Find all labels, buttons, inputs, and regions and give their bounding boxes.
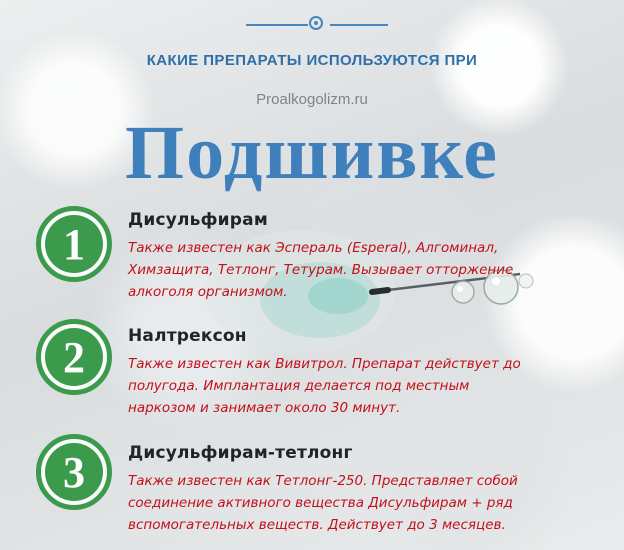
- number-badge: [36, 319, 112, 395]
- drug-name: Дисульфирам: [128, 210, 268, 230]
- description-line: соединение активного вещества Дисульфирам + ряд: [128, 495, 513, 511]
- ornament-line-right: [330, 24, 388, 26]
- description-line: наркозом и занимает около 30 минут.: [128, 400, 401, 416]
- number-badge: [36, 206, 112, 282]
- drug-name: Налтрексон: [128, 326, 247, 346]
- drug-description: [128, 237, 588, 303]
- drug-description: [128, 353, 588, 419]
- site-watermark: Proalkogolizm.ru: [256, 91, 368, 108]
- page-title: Подшивке: [125, 111, 499, 195]
- description-line: Также известен как Тетлонг-250. Представляет собой: [128, 473, 518, 489]
- number-badge: [36, 434, 112, 510]
- header-subtitle: КАКИЕ ПРЕПАРАТЫ ИСПОЛЬЗУЮТСЯ ПРИ: [146, 52, 478, 69]
- description-line: Химзащита, Тетлонг, Тетурам. Вызывает отторжение: [128, 262, 514, 278]
- badge-number: 2: [63, 333, 85, 382]
- ornament-line-left: [246, 24, 308, 26]
- description-line: Также известен как Вивитрол. Препарат действует до: [128, 356, 521, 372]
- description-line: Также известен как Эспераль (Esperal), Алгоминал,: [128, 240, 499, 256]
- description-line: алкоголя организмом.: [128, 284, 288, 300]
- ornament-circle-icon: [309, 16, 323, 30]
- badge-number: 1: [63, 220, 85, 269]
- description-line: полугода. Имплантация делается под местным: [128, 378, 470, 394]
- drug-description: [128, 470, 588, 536]
- badge-number: 3: [63, 448, 85, 497]
- drug-name: Дисульфирам-тетлонг: [128, 443, 353, 463]
- description-line: вспомогательных веществ. Действует до 3 месяцев.: [128, 517, 506, 533]
